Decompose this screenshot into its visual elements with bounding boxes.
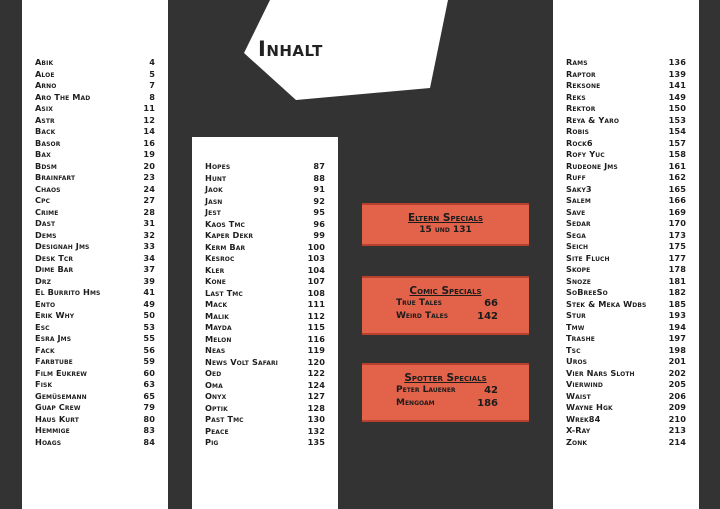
entry-name: Aro The Mad bbox=[35, 91, 91, 102]
entry-name: Rofy Yuc bbox=[566, 149, 605, 159]
entry-page: 55 bbox=[143, 333, 155, 343]
entry-page: 27 bbox=[143, 195, 155, 205]
entry-name: Past Tmc bbox=[205, 414, 244, 424]
entry-name: Malik bbox=[205, 310, 229, 321]
entry-name: Brainfart bbox=[35, 172, 76, 182]
index-entry bbox=[205, 437, 325, 449]
entry-name: Vierwind bbox=[566, 379, 603, 389]
entry-page: 96 bbox=[313, 218, 325, 229]
entry-name: Kesroc bbox=[205, 253, 235, 263]
entry-page: 5 bbox=[149, 68, 155, 79]
entry-name: Robis bbox=[566, 126, 590, 136]
entry-page: 95 bbox=[313, 207, 325, 217]
entry-page: 124 bbox=[307, 379, 325, 390]
entry-page: 16 bbox=[143, 137, 155, 148]
entry-name: Ento bbox=[35, 298, 56, 309]
entry-name: Kaper Dekr bbox=[205, 230, 254, 240]
entry-page: 209 bbox=[668, 402, 686, 412]
entry-name: El Burrito Hms bbox=[35, 287, 101, 297]
entry-name: Designah Jms bbox=[35, 241, 90, 251]
entry-page: 193 bbox=[668, 310, 686, 320]
entry-name: Ruff bbox=[566, 172, 586, 182]
entry-name: Kerm Bar bbox=[205, 241, 246, 252]
entry-page: 107 bbox=[307, 276, 325, 286]
comic-specials-box bbox=[362, 276, 529, 335]
index-entry bbox=[566, 115, 686, 127]
entry-page: 120 bbox=[307, 356, 325, 367]
entry-name: Bdsm bbox=[35, 160, 57, 171]
index-entry bbox=[566, 310, 686, 322]
index-entry bbox=[566, 207, 686, 219]
entry-name: Jest bbox=[205, 207, 221, 217]
index-entry bbox=[205, 242, 325, 254]
index-entry bbox=[35, 253, 155, 265]
entry-name: Sedar bbox=[566, 218, 591, 228]
entry-name: Kler bbox=[205, 264, 225, 275]
entry-name: Hoags bbox=[35, 436, 62, 447]
entry-page: 132 bbox=[307, 425, 325, 436]
entry-name: Kone bbox=[205, 276, 226, 286]
index-entry bbox=[35, 402, 155, 414]
entry-page: 41 bbox=[143, 287, 155, 297]
entry-page: 56 bbox=[143, 344, 155, 355]
spotter-specials-box bbox=[362, 363, 529, 422]
entry-page: 135 bbox=[307, 437, 325, 447]
page-title: Inhalt bbox=[258, 37, 323, 61]
index-entry bbox=[566, 69, 686, 81]
entry-page: 153 bbox=[668, 114, 686, 125]
index-entry bbox=[566, 138, 686, 150]
entry-name: Rudeone Jms bbox=[566, 160, 618, 171]
index-entry bbox=[205, 334, 325, 346]
entry-name: Esra Jms bbox=[35, 333, 72, 343]
entry-name: Vier Nars Sloth bbox=[566, 367, 635, 378]
index-entry bbox=[35, 57, 155, 69]
entry-page: 119 bbox=[307, 345, 325, 355]
index-entry bbox=[205, 276, 325, 288]
index-entry bbox=[35, 184, 155, 196]
index-entry bbox=[205, 230, 325, 242]
entry-name: Skope bbox=[566, 264, 591, 274]
index-entry bbox=[566, 368, 686, 380]
index-entry bbox=[35, 437, 155, 449]
entry-name: Cpc bbox=[35, 195, 51, 205]
index-entry bbox=[566, 356, 686, 368]
entry-page: 34 bbox=[143, 252, 155, 263]
entry-page: 166 bbox=[668, 195, 686, 205]
index-entry bbox=[35, 172, 155, 184]
entry-page: 182 bbox=[668, 287, 686, 297]
entry-page: 111 bbox=[307, 299, 325, 309]
index-entry bbox=[35, 333, 155, 345]
index-entry bbox=[35, 126, 155, 138]
entry-name: Fack bbox=[35, 344, 55, 355]
entry-name: Saky3 bbox=[566, 183, 592, 194]
entry-name: Mayda bbox=[205, 322, 232, 332]
entry-page: 65 bbox=[143, 390, 155, 401]
entry-page: 185 bbox=[668, 298, 686, 309]
entry-page: 19 bbox=[143, 149, 155, 159]
entry-page: 31 bbox=[143, 218, 155, 228]
index-entry bbox=[566, 425, 686, 437]
entry-name: Tsc bbox=[566, 344, 581, 355]
entry-page: 127 bbox=[307, 391, 325, 401]
index-entry bbox=[566, 391, 686, 403]
entry-name: Save bbox=[566, 206, 586, 217]
index-entry bbox=[205, 288, 325, 300]
entry-name: Jaok bbox=[205, 184, 223, 194]
entry-page: 104 bbox=[307, 264, 325, 275]
index-entry bbox=[35, 264, 155, 276]
entry-page: 7 bbox=[149, 80, 155, 90]
entry-name: Dems bbox=[35, 229, 57, 240]
index-entry bbox=[35, 80, 155, 92]
entry-page: 157 bbox=[668, 137, 686, 148]
entry-name: Farbtube bbox=[35, 356, 73, 366]
entry-page: 11 bbox=[143, 103, 155, 113]
entry-name: Last Tmc bbox=[205, 287, 243, 298]
entry-page: 112 bbox=[307, 310, 325, 321]
entry-name: Gemüsemann bbox=[35, 390, 87, 401]
entry-name: Melon bbox=[205, 333, 232, 344]
entry-page: 91 bbox=[313, 184, 325, 194]
special-name: Weird Tales bbox=[396, 311, 449, 321]
entry-page: 92 bbox=[313, 195, 325, 206]
index-entry bbox=[35, 69, 155, 81]
entry-name: Snoze bbox=[566, 275, 591, 286]
index-entry bbox=[35, 195, 155, 207]
entry-page: 99 bbox=[313, 230, 325, 240]
index-entry bbox=[35, 218, 155, 230]
index-entry bbox=[566, 195, 686, 207]
index-entry bbox=[205, 403, 325, 415]
entry-page: 136 bbox=[668, 57, 686, 67]
entry-page: 87 bbox=[313, 161, 325, 171]
entry-name: Bax bbox=[35, 149, 51, 159]
index-entry bbox=[205, 253, 325, 265]
spotter-specials-heading: Spotter Specials bbox=[404, 372, 487, 384]
entry-name: Arno bbox=[35, 80, 57, 90]
index-entry bbox=[566, 57, 686, 69]
entry-name: Hunt bbox=[205, 172, 227, 183]
index-entry bbox=[566, 333, 686, 345]
entry-name: Fisk bbox=[35, 379, 53, 389]
index-entry bbox=[566, 345, 686, 357]
index-entry bbox=[35, 425, 155, 437]
entry-name: Dime Bar bbox=[35, 264, 74, 274]
entry-name: Stek & Meka Wdbs bbox=[566, 298, 647, 309]
index-entry bbox=[566, 322, 686, 334]
entry-page: 175 bbox=[668, 241, 686, 251]
entry-name: Oma bbox=[205, 379, 223, 390]
entry-page: 130 bbox=[307, 414, 325, 424]
entry-page: 177 bbox=[668, 252, 686, 263]
entry-page: 33 bbox=[143, 241, 155, 251]
special-page: 42 bbox=[484, 385, 498, 396]
index-entry bbox=[205, 196, 325, 208]
entry-name: Waist bbox=[566, 390, 591, 401]
entry-name: Hopes bbox=[205, 161, 231, 171]
entry-page: 128 bbox=[307, 402, 325, 413]
entry-page: 108 bbox=[307, 287, 325, 298]
index-entry bbox=[566, 402, 686, 414]
index-entry bbox=[566, 253, 686, 265]
entry-page: 154 bbox=[668, 126, 686, 136]
index-entry bbox=[566, 287, 686, 299]
entry-name: Esc bbox=[35, 321, 50, 332]
entry-name: Seich bbox=[566, 241, 589, 251]
entry-page: 210 bbox=[668, 413, 686, 424]
entry-page: 63 bbox=[143, 379, 155, 389]
entry-page: 8 bbox=[149, 91, 155, 102]
entry-name: Abik bbox=[35, 57, 54, 67]
entry-page: 83 bbox=[143, 425, 155, 435]
entry-name: Asix bbox=[35, 103, 53, 113]
index-entry bbox=[35, 207, 155, 219]
index-entry bbox=[205, 173, 325, 185]
eltern-specials-heading: Eltern Specials bbox=[407, 212, 484, 224]
index-entry bbox=[35, 138, 155, 150]
entry-name: Peace bbox=[205, 425, 229, 436]
entry-page: 170 bbox=[668, 218, 686, 228]
entry-page: 28 bbox=[143, 206, 155, 217]
index-entry bbox=[205, 184, 325, 196]
entry-name: Zonk bbox=[566, 436, 588, 447]
entry-name: X-Ray bbox=[566, 425, 591, 435]
entry-name: News Volt Safari bbox=[205, 356, 278, 367]
index-entry bbox=[35, 391, 155, 403]
entry-page: 100 bbox=[307, 241, 325, 252]
index-entry bbox=[205, 322, 325, 334]
entry-name: Hemmige bbox=[35, 425, 70, 435]
entry-name: Drz bbox=[35, 275, 52, 286]
index-entry bbox=[205, 345, 325, 357]
index-entry bbox=[566, 172, 686, 184]
entry-page: 197 bbox=[668, 333, 686, 343]
entry-name: Rock6 bbox=[566, 137, 593, 148]
index-entry bbox=[205, 426, 325, 438]
entry-page: 88 bbox=[313, 172, 325, 183]
entry-page: 79 bbox=[143, 402, 155, 412]
entry-page: 37 bbox=[143, 264, 155, 274]
special-page: 66 bbox=[484, 298, 498, 309]
entry-page: 116 bbox=[307, 333, 325, 344]
index-entry bbox=[35, 414, 155, 426]
entry-page: 149 bbox=[668, 91, 686, 102]
index-entry bbox=[566, 126, 686, 138]
index-entry bbox=[35, 287, 155, 299]
entry-page: 141 bbox=[668, 80, 686, 90]
entry-page: 162 bbox=[668, 172, 686, 182]
index-entry bbox=[205, 299, 325, 311]
entry-page: 213 bbox=[668, 425, 686, 435]
entry-page: 158 bbox=[668, 149, 686, 159]
entry-page: 4 bbox=[149, 57, 155, 67]
list-item bbox=[396, 298, 498, 311]
entry-name: Pig bbox=[205, 437, 219, 447]
index-entry bbox=[566, 92, 686, 104]
entry-name: Basor bbox=[35, 137, 61, 148]
entry-name: Neas bbox=[205, 345, 226, 355]
entry-page: 53 bbox=[143, 321, 155, 332]
entry-name: Raptor bbox=[566, 68, 596, 79]
entry-name: Reya & Yaro bbox=[566, 114, 620, 125]
entry-name: Aloe bbox=[35, 68, 55, 79]
entry-name: Desk Tcr bbox=[35, 252, 74, 263]
entry-page: 178 bbox=[668, 264, 686, 274]
index-entry bbox=[205, 161, 325, 173]
entry-page: 84 bbox=[143, 436, 155, 447]
entry-name: SoBreeSo bbox=[566, 287, 608, 297]
index-entry bbox=[566, 230, 686, 242]
entry-name: Dast bbox=[35, 218, 56, 228]
index-entry bbox=[566, 299, 686, 311]
index-entry bbox=[35, 276, 155, 288]
entry-name: Back bbox=[35, 126, 56, 136]
entry-name: Sega bbox=[566, 229, 586, 240]
comic-specials-heading: Comic Specials bbox=[409, 285, 482, 297]
entry-page: 205 bbox=[668, 379, 686, 389]
entry-page: 60 bbox=[143, 367, 155, 378]
entry-name: Mack bbox=[205, 299, 228, 309]
entry-page: 181 bbox=[668, 275, 686, 286]
entry-page: 14 bbox=[143, 126, 155, 136]
index-entry bbox=[35, 241, 155, 253]
entry-page: 161 bbox=[668, 160, 686, 171]
index-entry bbox=[566, 437, 686, 449]
special-name: True Tales bbox=[396, 298, 442, 308]
entry-name: Rektor bbox=[566, 103, 596, 113]
index-entry bbox=[205, 380, 325, 392]
entry-page: 150 bbox=[668, 103, 686, 113]
entry-page: 49 bbox=[143, 298, 155, 309]
index-entry bbox=[205, 265, 325, 277]
index-entry bbox=[35, 356, 155, 368]
index-entry bbox=[35, 368, 155, 380]
entry-name: Reks bbox=[566, 91, 586, 102]
entry-page: 198 bbox=[668, 344, 686, 355]
entry-page: 165 bbox=[668, 183, 686, 194]
index-entry bbox=[35, 310, 155, 322]
entry-name: Optik bbox=[205, 402, 228, 413]
entry-name: Reksone bbox=[566, 80, 601, 90]
index-entry bbox=[566, 379, 686, 391]
entry-page: 169 bbox=[668, 206, 686, 217]
entry-name: Site Fluch bbox=[566, 252, 610, 263]
index-entry bbox=[35, 103, 155, 115]
entry-page: 214 bbox=[668, 436, 686, 447]
entry-page: 115 bbox=[307, 322, 325, 332]
index-entry bbox=[205, 357, 325, 369]
index-entry bbox=[35, 379, 155, 391]
index-entry bbox=[566, 276, 686, 288]
eltern-specials-pages: 15 und 131 bbox=[419, 225, 472, 235]
index-entry bbox=[566, 103, 686, 115]
entry-name: Oed bbox=[205, 368, 222, 378]
index-entry bbox=[35, 149, 155, 161]
entry-name: Erik Why bbox=[35, 310, 75, 320]
entry-page: 12 bbox=[143, 114, 155, 125]
entry-name: Wayne Hgk bbox=[566, 402, 613, 412]
index-entry bbox=[205, 391, 325, 403]
entry-name: Astr bbox=[35, 114, 55, 125]
entry-name: Stur bbox=[566, 310, 586, 320]
list-item bbox=[396, 311, 498, 324]
index-entry bbox=[566, 184, 686, 196]
entry-page: 24 bbox=[143, 183, 155, 194]
index-entry bbox=[35, 299, 155, 311]
index-entry bbox=[566, 149, 686, 161]
entry-page: 201 bbox=[668, 356, 686, 366]
special-name: Mengoam bbox=[396, 398, 435, 408]
entry-page: 194 bbox=[668, 321, 686, 332]
entry-name: Haus Kurt bbox=[35, 413, 79, 424]
index-entry bbox=[35, 230, 155, 242]
index-entry bbox=[205, 368, 325, 380]
index-entry bbox=[205, 414, 325, 426]
entry-page: 20 bbox=[143, 160, 155, 171]
entry-page: 173 bbox=[668, 229, 686, 240]
special-page: 142 bbox=[477, 311, 498, 322]
entry-page: 59 bbox=[143, 356, 155, 366]
index-entry bbox=[566, 264, 686, 276]
eltern-specials-box bbox=[362, 203, 529, 246]
entry-name: Onyx bbox=[205, 391, 227, 401]
entry-page: 32 bbox=[143, 229, 155, 240]
entry-page: 50 bbox=[143, 310, 155, 320]
index-entry bbox=[566, 241, 686, 253]
entry-page: 206 bbox=[668, 390, 686, 401]
entry-name: Guap Crew bbox=[35, 402, 81, 412]
entry-name: Kaos Tmc bbox=[205, 218, 246, 229]
entry-name: Jasn bbox=[205, 195, 223, 206]
entry-name: Tmw bbox=[566, 321, 585, 332]
index-entry bbox=[35, 115, 155, 127]
index-entry bbox=[566, 80, 686, 92]
special-page: 186 bbox=[477, 398, 498, 409]
entry-name: Wrek84 bbox=[566, 413, 601, 424]
entry-name: Rams bbox=[566, 57, 588, 67]
entry-page: 139 bbox=[668, 68, 686, 79]
index-entry bbox=[566, 218, 686, 230]
index-entry bbox=[35, 345, 155, 357]
index-entry bbox=[35, 161, 155, 173]
list-item bbox=[396, 385, 498, 398]
entry-page: 80 bbox=[143, 413, 155, 424]
index-entry bbox=[566, 414, 686, 426]
index-entry bbox=[205, 219, 325, 231]
list-item bbox=[396, 398, 498, 411]
index-entry bbox=[35, 92, 155, 104]
entry-page: 39 bbox=[143, 275, 155, 286]
entry-name: Film Eukrew bbox=[35, 367, 88, 378]
index-entry bbox=[566, 161, 686, 173]
entry-page: 202 bbox=[668, 367, 686, 378]
entry-name: Chaos bbox=[35, 183, 61, 194]
index-entry bbox=[205, 311, 325, 323]
index-entry bbox=[35, 322, 155, 334]
entry-name: Crime bbox=[35, 206, 59, 217]
entry-page: 122 bbox=[307, 368, 325, 378]
entry-name: Salem bbox=[566, 195, 591, 205]
entry-page: 23 bbox=[143, 172, 155, 182]
entry-page: 103 bbox=[307, 253, 325, 263]
entry-name: Uros bbox=[566, 356, 588, 366]
entry-name: Trashe bbox=[566, 333, 595, 343]
index-entry bbox=[205, 207, 325, 219]
special-name: Peter Lauener bbox=[396, 385, 456, 395]
